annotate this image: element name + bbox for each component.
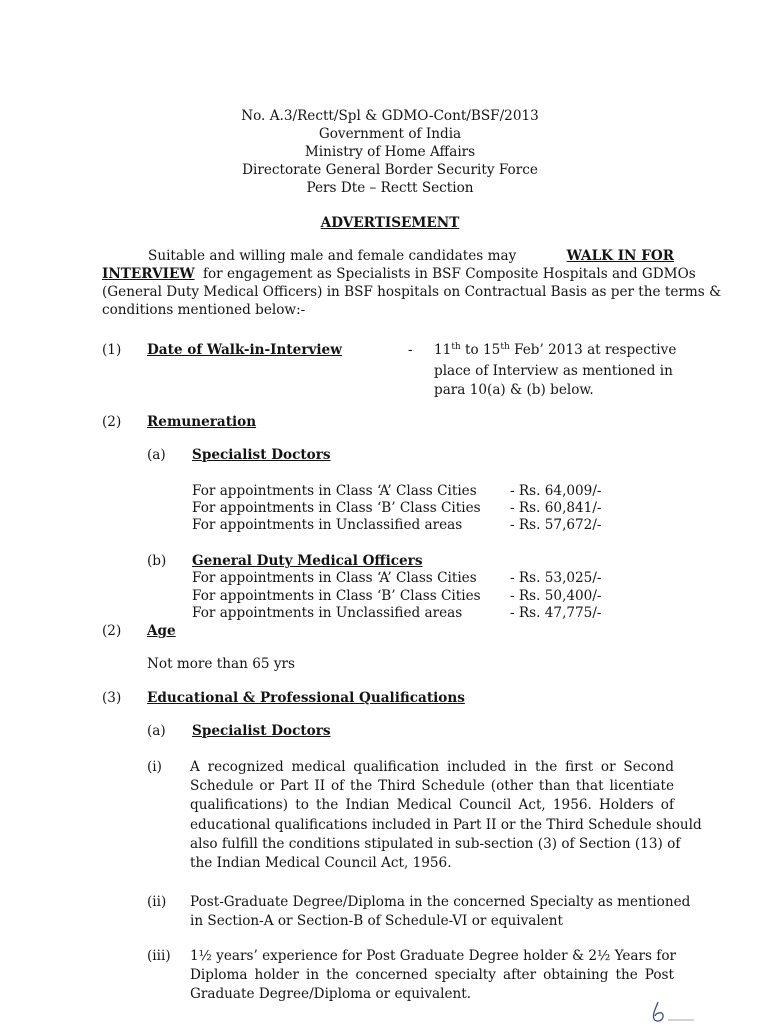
intro-line-3: (General Duty Medical Officers) in BSF hospitals on Contractual Basis as per the terms &: [102, 284, 722, 300]
date-rest-text: Feb’ 2013 at respective: [509, 342, 677, 358]
subsection-heading: Specialist Doctors: [192, 447, 331, 463]
interview-para-line: para 10(a) & (b) below.: [434, 382, 594, 398]
intro-line-4: conditions mentioned below:-: [102, 302, 306, 318]
item-line: in Section-A or Section-B of Schedule-VI or equivalent: [190, 913, 563, 929]
qualification-item: [190, 947, 677, 1004]
item-label: (ii): [147, 894, 167, 910]
age-limit-text: Not more than 65 yrs: [147, 656, 295, 672]
item-label: (iii): [147, 948, 171, 964]
section-heading: Remuneration: [147, 414, 257, 430]
section-number: (2): [102, 414, 122, 430]
item-line: Schedule or Part II of the Third Schedule (other than that licentiate: [190, 778, 674, 795]
date-start: 11: [434, 342, 452, 358]
handwritten-initial-mark: [646, 998, 696, 1024]
item-line: Graduate Degree/Diploma or equivalent.: [190, 986, 472, 1002]
qualification-item: [190, 893, 691, 931]
header-government: Government of India: [318, 126, 462, 142]
pay-row-label: For appointments in Class ‘B’ Class Cities: [192, 588, 481, 604]
pay-row-label: For appointments in Unclassified areas: [192, 605, 463, 621]
item-label: (i): [147, 759, 162, 775]
section-number: (1): [102, 342, 122, 358]
subsection-label: (b): [147, 553, 167, 569]
header-directorate: Directorate General Border Security Force: [242, 162, 538, 178]
subsection-heading: Specialist Doctors: [192, 723, 331, 739]
interview-dates: [434, 341, 676, 359]
item-line: the Indian Medical Council Act, 1956.: [190, 855, 452, 872]
item-line: 1½ years’ experience for Post Graduate Degree holder & 2½ Years for: [190, 948, 677, 964]
header-ministry: Ministry of Home Affairs: [304, 144, 476, 160]
intro-text-1: Suitable and willing male and female candidates may: [148, 248, 517, 264]
pay-row-amount: - Rs. 64,009/-: [510, 483, 602, 499]
subsection-label: (a): [147, 723, 166, 739]
pay-row-label: For appointments in Class ‘A’ Class Cities: [192, 570, 477, 586]
intro-text-2: for engagement as Specialists in BSF Composite Hospitals and GDMOs: [202, 266, 696, 282]
pay-row-amount: - Rs. 57,672/-: [510, 517, 602, 533]
section-number: (2): [102, 623, 122, 639]
pay-row-amount: - Rs. 47,775/-: [510, 605, 602, 621]
intro-line-2: [102, 265, 696, 283]
date-range-text: to 15: [460, 342, 501, 358]
dash-separator: -: [408, 342, 413, 358]
subsection-heading: General Duty Medical Officers: [192, 553, 423, 569]
reference-number: No. A.3/Rectt/Spl & GDMO-Cont/BSF/2013: [241, 108, 539, 124]
item-line: also fulfill the conditions stipulated in sub-section (3) of Section (13) of: [190, 835, 681, 852]
header-section: Pers Dte – Rectt Section: [306, 180, 474, 196]
section-heading: Date of Walk-in-Interview: [147, 342, 342, 358]
intro-emphasis-2: INTERVIEW: [102, 266, 195, 282]
interview-place-line: place of Interview as mentioned in: [434, 363, 673, 379]
section-heading: Educational & Professional Qualifications: [147, 690, 465, 706]
subsection-label: (a): [147, 447, 166, 463]
section-number: (3): [102, 690, 122, 706]
item-line: educational qualifications included in Part II or the Third Schedule should: [190, 816, 702, 833]
qualification-item: [190, 758, 702, 873]
item-line: Diploma holder in the concerned specialty after obtaining the Post: [190, 967, 674, 983]
intro-line-1: [102, 247, 674, 265]
item-line: A recognized medical qualification included in the first or Second: [190, 759, 674, 775]
pay-row-amount: - Rs. 60,841/-: [510, 500, 602, 516]
document-title: ADVERTISEMENT: [320, 215, 460, 231]
date-end-suffix: th: [500, 342, 510, 352]
pay-row-amount: - Rs. 53,025/-: [510, 570, 602, 586]
pay-row-label: For appointments in Class ‘A’ Class Cities: [192, 483, 477, 499]
pay-row-label: For appointments in Class ‘B’ Class Cities: [192, 500, 481, 516]
item-line: qualifications) to the Indian Medical Council Act, 1956. Holders of: [190, 797, 674, 814]
intro-emphasis-1: WALK IN FOR: [566, 248, 674, 264]
item-line: Post-Graduate Degree/Diploma in the concerned Specialty as mentioned: [190, 894, 691, 910]
date-start-suffix: th: [451, 342, 461, 352]
pay-row-amount: - Rs. 50,400/-: [510, 588, 602, 604]
pay-row-label: For appointments in Unclassified areas: [192, 517, 463, 533]
section-heading: Age: [147, 623, 176, 639]
